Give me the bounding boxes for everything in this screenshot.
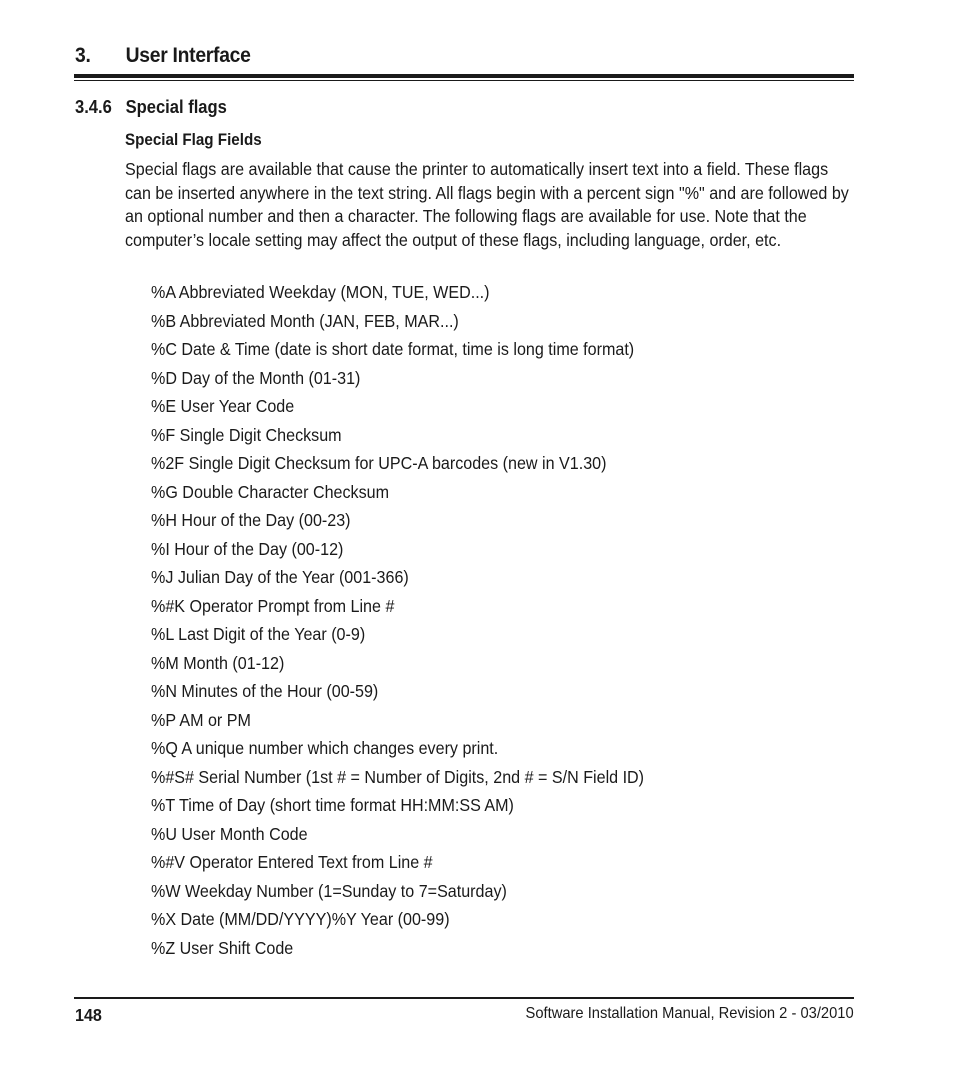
flag-item: %B Abbreviated Month (JAN, FEB, MAR...): [151, 310, 459, 331]
footer-document-title: Software Installation Manual, Revision 2 - 03/2010: [525, 1005, 854, 1022]
section-number: 3.4.6: [75, 97, 112, 117]
chapter-heading: [75, 44, 251, 68]
flag-item: %W Weekday Number (1=Sunday to 7=Saturday): [151, 880, 507, 901]
flag-item: %N Minutes of the Hour (00-59): [151, 681, 379, 701]
header-rule-thin: [74, 80, 854, 81]
section-title: Special flags: [125, 97, 227, 117]
chapter-title: User Interface: [125, 44, 251, 67]
header-rule-thick: [74, 74, 854, 78]
flag-item: %#V Operator Entered Text from Line #: [151, 852, 433, 872]
flag-item: %Z User Shift Code: [151, 937, 294, 958]
flag-item: %M Month (01-12): [151, 652, 285, 673]
flag-item: %P AM or PM: [151, 709, 251, 730]
flag-item: %U User Month Code: [151, 823, 308, 844]
chapter-number: 3.: [75, 44, 91, 67]
flag-item: %L Last Digit of the Year (0-9): [151, 624, 366, 644]
flag-item: %Q A unique number which changes every print.: [151, 738, 499, 758]
intro-paragraph: Special flags are available that cause the printer to automatically insert text into a field. These flags can be inserted anywhere in the text string. All flags begin with a percent sign "%" and are followed by an optional number and then a character. The following flags are available for use. Note that the computer’s locale setting may affect the output of these flags, including language, order, etc.: [125, 159, 849, 250]
flag-item: %G Double Character Checksum: [151, 481, 390, 502]
flag-item: %I Hour of the Day (00-12): [151, 538, 344, 559]
flag-item: %X Date (MM/DD/YYYY)%Y Year (00-99): [151, 909, 450, 929]
flag-list: [151, 279, 644, 963]
footer-rule: [74, 997, 854, 999]
flag-item: %E User Year Code: [151, 396, 295, 416]
flag-item: %H Hour of the Day (00-23): [151, 510, 351, 530]
subheading: Special Flag Fields: [125, 131, 262, 149]
flag-item: %2F Single Digit Checksum for UPC-A barcodes (new in V1.30): [151, 453, 607, 473]
flag-item: %C Date & Time (date is short date format, time is long time format): [151, 339, 635, 359]
section-heading: [75, 97, 227, 118]
flag-item: %D Day of the Month (01-31): [151, 367, 361, 388]
flag-item: %J Julian Day of the Year (001-366): [151, 567, 409, 587]
flag-item: %#K Operator Prompt from Line #: [151, 595, 395, 616]
flag-item: %A Abbreviated Weekday (MON, TUE, WED...): [151, 282, 490, 302]
flag-item: %#S# Serial Number (1st # = Number of Digits, 2nd # = S/N Field ID): [151, 766, 645, 787]
flag-item: %F Single Digit Checksum: [151, 424, 342, 445]
page-number: 148: [75, 1005, 102, 1025]
flag-item: %T Time of Day (short time format HH:MM:SS AM): [151, 795, 514, 815]
